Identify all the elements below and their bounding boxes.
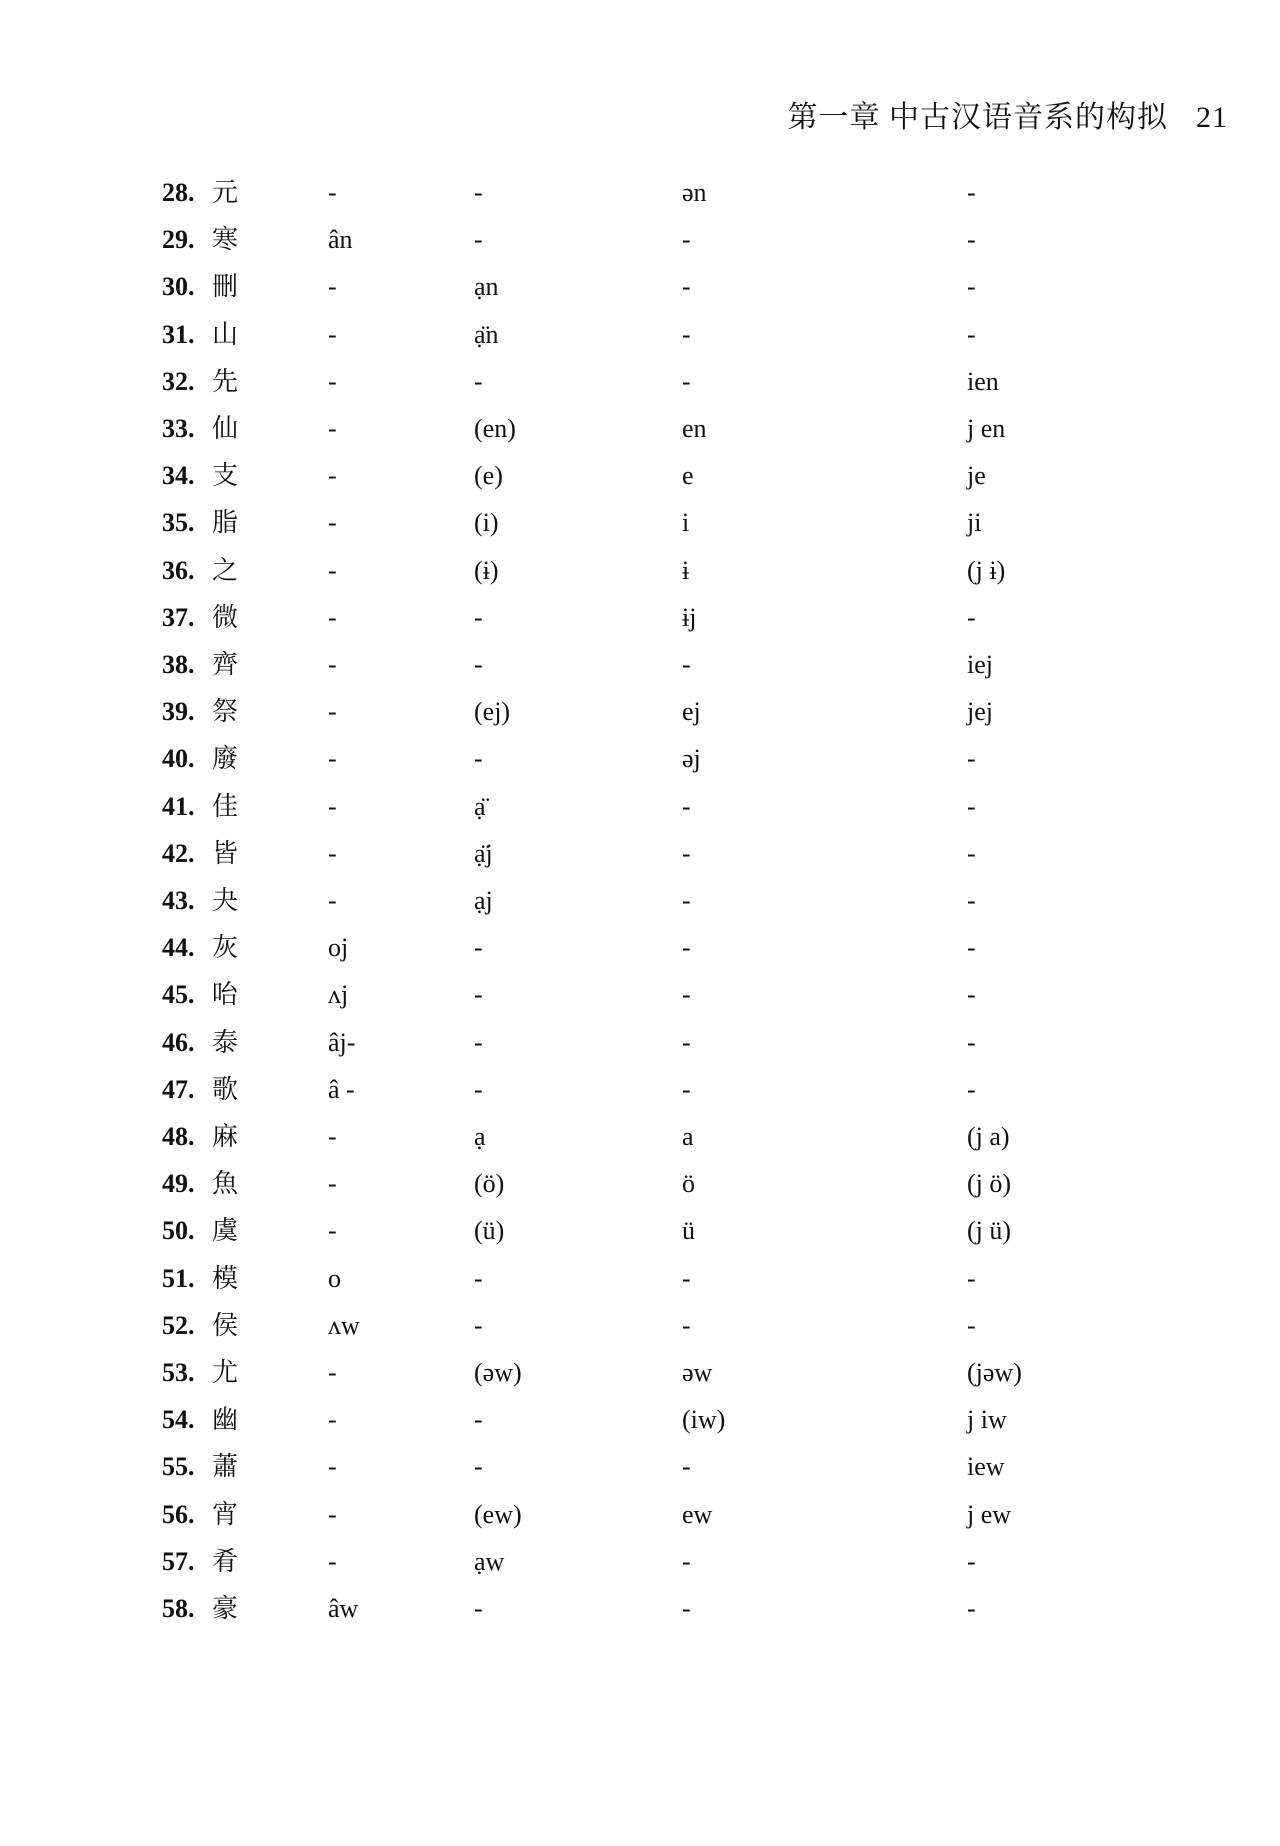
table-row	[0, 642, 1280, 688]
column-4-value: jej	[967, 697, 993, 727]
column-2-value: -	[474, 1405, 483, 1435]
column-2-value: ạw	[474, 1546, 505, 1576]
chapter-title: 第一章 中古汉语音系的构拟	[787, 101, 1168, 134]
table-row	[0, 312, 1280, 358]
column-4-value: -	[967, 272, 976, 302]
column-4-value: -	[967, 319, 976, 349]
column-3-value: -	[682, 1263, 691, 1293]
column-2-value: (ö)	[474, 1169, 505, 1199]
table-row	[0, 1350, 1280, 1396]
column-2-value: (əw)	[474, 1358, 522, 1387]
column-1-value: -	[328, 319, 337, 349]
row-number: 32.	[162, 366, 195, 396]
row-number: 41.	[162, 791, 195, 821]
table-row	[0, 1161, 1280, 1207]
column-3-value: ɨ	[682, 555, 690, 585]
column-4-value: -	[967, 933, 976, 963]
column-4-value: -	[967, 602, 976, 632]
rime-character: 灰	[212, 933, 239, 964]
column-4-value: -	[967, 744, 976, 774]
table-row	[0, 1539, 1280, 1585]
table-row	[0, 1114, 1280, 1160]
row-number: 56.	[162, 1499, 195, 1529]
table-row	[0, 1586, 1280, 1632]
column-3-value: -	[682, 933, 691, 963]
column-4-value: -	[967, 791, 976, 821]
table-row	[0, 1067, 1280, 1113]
column-2-value: (en)	[474, 414, 516, 443]
column-3-value: -	[682, 791, 691, 821]
column-2-value: (ew)	[474, 1499, 522, 1529]
column-2-value: -	[474, 980, 483, 1010]
column-3-value: -	[682, 1594, 691, 1623]
column-4-value: j en	[967, 414, 1006, 443]
rime-character: 模	[212, 1263, 239, 1294]
rime-character: 尤	[212, 1358, 239, 1388]
column-4-value: -	[967, 1546, 976, 1576]
row-number: 50.	[162, 1216, 195, 1246]
column-1-value: -	[328, 1122, 337, 1151]
column-3-value: -	[682, 272, 691, 302]
column-1-value: âj-	[328, 1027, 356, 1057]
table-row	[0, 1397, 1280, 1443]
column-3-value: ɨj	[682, 602, 697, 632]
column-1-value: âw	[328, 1594, 359, 1623]
column-1-value: -	[328, 414, 337, 443]
row-number: 40.	[162, 744, 195, 774]
column-3-value: -	[682, 1452, 691, 1482]
column-3-value: -	[682, 838, 691, 868]
table-row	[0, 1020, 1280, 1066]
row-number: 36.	[162, 555, 195, 585]
table-row	[0, 1303, 1280, 1349]
row-number: 46.	[162, 1027, 195, 1057]
page-number: 21	[1196, 101, 1228, 134]
rime-character: 咍	[212, 980, 239, 1011]
column-2-value: -	[474, 1074, 483, 1104]
column-1-value: -	[328, 1405, 337, 1435]
rime-character: 宵	[212, 1499, 239, 1530]
column-1-value: -	[328, 1499, 337, 1529]
column-3-value: -	[682, 225, 691, 255]
table-row	[0, 548, 1280, 594]
row-number: 34.	[162, 461, 195, 491]
column-1-value: -	[328, 1216, 337, 1246]
column-2-value: -	[474, 1263, 483, 1293]
column-1-value: -	[328, 1452, 337, 1482]
row-number: 38.	[162, 650, 195, 679]
row-number: 37.	[162, 602, 195, 632]
table-row	[0, 736, 1280, 782]
column-4-value: j iw	[967, 1405, 1007, 1435]
row-number: 31.	[162, 319, 195, 349]
column-2-value: ạ̈	[474, 791, 486, 821]
column-4-value: ien	[967, 366, 999, 396]
column-1-value: -	[328, 791, 337, 821]
column-4-value: -	[967, 980, 976, 1010]
rime-character: 之	[212, 555, 239, 586]
column-3-value: -	[682, 1310, 691, 1340]
rime-character: 寒	[212, 225, 239, 256]
column-4-value: (j ö)	[967, 1169, 1012, 1199]
column-3-value: -	[682, 980, 691, 1010]
column-1-value: o	[328, 1263, 341, 1293]
column-3-value: e	[682, 461, 694, 491]
column-1-value: -	[328, 838, 337, 868]
column-2-value: -	[474, 933, 483, 963]
table-row	[0, 217, 1280, 263]
column-3-value: -	[682, 650, 691, 679]
row-number: 28.	[162, 178, 195, 207]
column-1-value: -	[328, 366, 337, 396]
row-number: 54.	[162, 1405, 195, 1435]
column-1-value: -	[328, 461, 337, 491]
column-4-value: ji	[967, 508, 982, 538]
row-number: 55.	[162, 1452, 195, 1482]
rime-character: 魚	[212, 1169, 239, 1200]
column-4-value: -	[967, 225, 976, 255]
table-row	[0, 831, 1280, 877]
table-row	[0, 1492, 1280, 1538]
column-4-value: je	[967, 461, 986, 491]
column-2-value: (ɨ)	[474, 555, 499, 585]
column-4-value: -	[967, 1310, 976, 1340]
row-number: 47.	[162, 1074, 195, 1104]
column-3-value: ən	[682, 178, 707, 207]
rime-character: 夬	[212, 886, 239, 916]
column-1-value: -	[328, 178, 337, 207]
column-2-value: -	[474, 1452, 483, 1482]
column-1-value: -	[328, 555, 337, 585]
rime-character: 仙	[212, 414, 239, 444]
table-row	[0, 264, 1280, 310]
row-number: 29.	[162, 225, 195, 255]
column-1-value: ʌj	[328, 980, 349, 1010]
column-2-value: -	[474, 1027, 483, 1057]
table-row	[0, 925, 1280, 971]
table-row	[0, 453, 1280, 499]
column-3-value: əw	[682, 1358, 713, 1387]
column-1-value: -	[328, 886, 337, 915]
table-row	[0, 1208, 1280, 1254]
table-row	[0, 878, 1280, 924]
column-3-value: ü	[682, 1216, 695, 1246]
column-4-value: (j a)	[967, 1122, 1010, 1151]
column-4-value: -	[967, 838, 976, 868]
column-4-value: -	[967, 1263, 976, 1293]
column-3-value: -	[682, 1546, 691, 1576]
row-number: 58.	[162, 1594, 195, 1623]
row-number: 52.	[162, 1310, 195, 1340]
row-number: 30.	[162, 272, 195, 302]
rime-character: 皆	[212, 838, 239, 869]
column-2-value: -	[474, 178, 483, 207]
row-number: 57.	[162, 1546, 195, 1576]
rime-character: 元	[212, 178, 239, 208]
column-2-value: -	[474, 1310, 483, 1340]
column-1-value: ân	[328, 225, 353, 255]
table-row	[0, 170, 1280, 216]
rime-character: 廢	[212, 744, 239, 775]
column-1-value: oj	[328, 933, 349, 963]
row-number: 53.	[162, 1358, 195, 1387]
column-1-value: -	[328, 650, 337, 679]
row-number: 49.	[162, 1169, 195, 1199]
column-3-value: -	[682, 886, 691, 915]
rime-character: 幽	[212, 1405, 239, 1436]
table-row	[0, 1444, 1280, 1490]
rime-character: 刪	[212, 272, 239, 303]
row-number: 48.	[162, 1122, 195, 1151]
column-2-value: -	[474, 650, 483, 679]
row-number: 44.	[162, 933, 195, 963]
rime-character: 侯	[212, 1310, 239, 1341]
column-2-value: -	[474, 366, 483, 396]
column-3-value: -	[682, 1074, 691, 1104]
row-number: 33.	[162, 414, 195, 443]
rime-character: 肴	[212, 1546, 239, 1577]
table-row	[0, 595, 1280, 641]
column-4-value: j ew	[967, 1499, 1012, 1529]
column-1-value: -	[328, 1169, 337, 1199]
column-2-value: ạ	[474, 1122, 486, 1151]
table-row	[0, 689, 1280, 735]
table-row	[0, 406, 1280, 452]
rime-character: 微	[212, 602, 239, 633]
column-2-value: ạn	[474, 272, 499, 302]
column-1-value: ʌw	[328, 1310, 360, 1340]
running-header	[788, 92, 1229, 136]
rime-character: 先	[212, 366, 239, 397]
column-4-value: -	[967, 886, 976, 915]
column-4-value: (j ü)	[967, 1216, 1012, 1246]
table-row	[0, 359, 1280, 405]
column-3-value: (iw)	[682, 1405, 726, 1435]
column-3-value: əj	[682, 744, 701, 774]
rime-character: 蕭	[212, 1452, 239, 1483]
rime-character: 齊	[212, 650, 239, 680]
column-4-value: (j ɨ)	[967, 555, 1006, 585]
column-2-value: -	[474, 1594, 483, 1623]
row-number: 51.	[162, 1263, 195, 1293]
rime-character: 支	[212, 461, 239, 492]
column-2-value: -	[474, 225, 483, 255]
column-3-value: a	[682, 1122, 694, 1151]
column-2-value: ạ̈j	[474, 838, 493, 868]
row-number: 42.	[162, 838, 195, 868]
rime-character: 泰	[212, 1027, 239, 1058]
table-row	[0, 500, 1280, 546]
column-3-value: ew	[682, 1499, 713, 1529]
rime-character: 歌	[212, 1074, 239, 1105]
rime-character: 麻	[212, 1122, 239, 1152]
column-4-value: -	[967, 1594, 976, 1623]
column-2-value: -	[474, 744, 483, 774]
row-number: 39.	[162, 697, 195, 727]
column-1-value: -	[328, 1358, 337, 1387]
column-1-value: â -	[328, 1074, 355, 1104]
column-3-value: ej	[682, 697, 701, 727]
rime-character: 虞	[212, 1216, 239, 1247]
table-row	[0, 972, 1280, 1018]
column-1-value: -	[328, 1546, 337, 1576]
column-3-value: ö	[682, 1169, 695, 1199]
column-2-value: -	[474, 602, 483, 632]
column-4-value: (jəw)	[967, 1358, 1022, 1387]
rime-character: 山	[212, 319, 239, 350]
column-4-value: -	[967, 1074, 976, 1104]
column-4-value: -	[967, 178, 976, 207]
column-3-value: -	[682, 319, 691, 349]
rime-character: 豪	[212, 1594, 239, 1624]
column-2-value: (i)	[474, 508, 499, 538]
column-1-value: -	[328, 697, 337, 727]
column-2-value: (ü)	[474, 1216, 505, 1246]
table-row	[0, 784, 1280, 830]
column-4-value: -	[967, 1027, 976, 1057]
column-3-value: -	[682, 1027, 691, 1057]
column-3-value: -	[682, 366, 691, 396]
table-row	[0, 1256, 1280, 1302]
column-4-value: iej	[967, 650, 993, 679]
column-2-value: ạj	[474, 886, 493, 915]
column-4-value: iew	[967, 1452, 1005, 1482]
column-2-value: (ej)	[474, 697, 511, 727]
column-1-value: -	[328, 272, 337, 302]
row-number: 43.	[162, 886, 195, 915]
column-2-value: ạ̈n	[474, 319, 499, 349]
rime-character: 脂	[212, 508, 239, 539]
column-3-value: en	[682, 414, 707, 443]
rime-character: 佳	[212, 791, 239, 822]
row-number: 35.	[162, 508, 195, 538]
row-number: 45.	[162, 980, 195, 1010]
column-3-value: i	[682, 508, 690, 538]
column-2-value: (e)	[474, 461, 503, 491]
rime-character: 祭	[212, 697, 239, 728]
column-1-value: -	[328, 744, 337, 774]
column-1-value: -	[328, 602, 337, 632]
column-1-value: -	[328, 508, 337, 538]
